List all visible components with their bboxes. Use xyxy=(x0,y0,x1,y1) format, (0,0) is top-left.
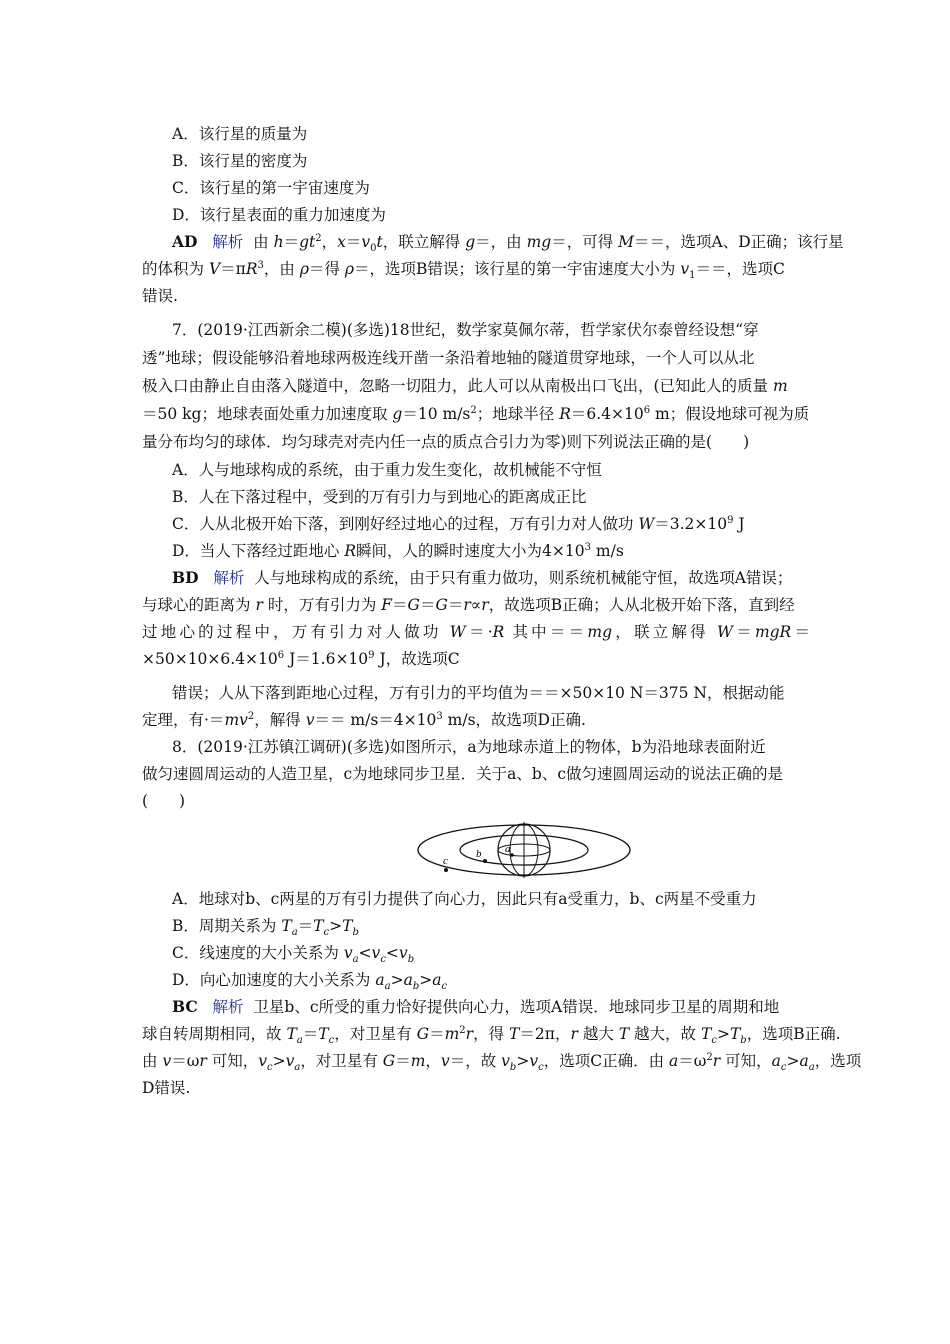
q8-option-b: B．周期关系为 $T_a=T_c>T_b$ xyxy=(172,917,359,939)
q8-explanation-line1: BC 解析 卫星b、c所受的重力恰好提供向心力，选项A错误．地球同步卫星的周期和地 xyxy=(172,997,780,1016)
q7-option-a: A．人与地球构成的系统，由于重力发生变化，故机械能不守恒 xyxy=(172,461,602,479)
q7-explanation-line6: 定理，有$\cdot=mv^2$，解得 $v== m/s=4\times 10^3$ m/s，故选项D正确. xyxy=(142,710,586,729)
q7-explanation-line2: 与球心的距离为 r 时，万有引力为 F＝G＝G＝r∝r，故选项B正确；人从北极开始下落，直到经 xyxy=(142,596,795,614)
q6-explanation-line2: 的体积为 $V=\pi R^3$，由 ρ＝得 ρ＝，选项B错误；该行星的第一宇宙速度大小为 $v_1==$，选项C xyxy=(142,259,785,282)
q7-stem-line1: 7．(2019·江西新余二模)(多选)18世纪，数学家莫佩尔蒂，哲学家伏尔泰曾经设想“穿 xyxy=(172,321,759,339)
q7-explanation-line5: 错误；人从下落到距地心过程，万有引力的平均值为＝＝×50×10 N＝375 N，根据动能 xyxy=(172,684,785,702)
q8-option-d: D．向心加速度的大小关系为 $a_a>a_b>a_c$ xyxy=(172,971,448,993)
q6-option-a: A．该行星的质量为 xyxy=(172,125,308,143)
point-a-marker xyxy=(510,853,514,857)
orbit-diagram xyxy=(416,822,634,878)
q6-explanation-line3: 错误. xyxy=(142,287,178,305)
q8-explanation-label: 解析 xyxy=(212,998,244,1016)
q6-option-b: B．该行星的密度为 xyxy=(172,152,308,170)
q7-option-c: C．人从北极开始下落，到刚好经过地心的过程，万有引力对人做功 $W=3.2\times 10^9$ J xyxy=(172,514,745,533)
q7-explanation-line1: BD 解析 人与地球构成的系统，由于只有重力做功，则系统机械能守恒，故选项A错误； xyxy=(172,568,793,587)
q6-explanation-label: 解析 xyxy=(212,233,244,251)
q8-option-c: C．线速度的大小关系为 $v_a<v_c<v_b$ xyxy=(172,944,415,966)
q7-stem-line2: 透”地球；假设能够沿着地球两极连线开凿一条沿着地轴的隧道贯穿地球，一个人可以从北 xyxy=(142,349,755,367)
q8-explanation-line3: 由 v＝ωr 可知，$v_c>v_a$，对卫星有 G＝m，v＝，故 $v_b>v_c$，选项C正确．由 $a=\omega^2r$ 可知，$a_c>a_a$，选项 xyxy=(142,1051,862,1074)
q6-option-d: D．该行星表面的重力加速度为 xyxy=(172,206,386,224)
q8-stem-line1: 8．(2019·江苏镇江调研)(多选)如图所示，a为地球赤道上的物体，b为沿地球表面附近 xyxy=(172,738,766,756)
q7-explanation-line4: $\times 50\times 10\times 6.4\times 10^6$ $J=1.6\times 10^9$ J，故选项C xyxy=(142,649,460,668)
label-b: b xyxy=(476,848,482,860)
q7-explanation-line3: 过地心的过程中，万有引力对人做功 W＝·R 其中＝＝mg，联立解得 W＝mgR＝ xyxy=(142,623,810,641)
point-c-marker xyxy=(444,868,448,872)
q7-stem-line5: 量分布均匀的球体．均匀球壳对壳内任一点的质点合引力为零)则下列说法正确的是( ) xyxy=(142,433,750,451)
q7-option-b: B．人在下落过程中，受到的万有引力与到地心的距离成正比 xyxy=(172,488,587,506)
q6-explanation-line1: AD 解析 由 $h=gt^2$，$x=v_0t$，联立解得 g＝，由 mg＝，可得 M＝＝，选项A、D正确；该行星 xyxy=(172,232,844,255)
q7-answer: BD xyxy=(172,568,199,587)
q7-explanation-label: 解析 xyxy=(213,569,245,587)
point-b-marker xyxy=(483,859,487,863)
q6-answer: AD xyxy=(172,232,198,251)
q8-stem-line2: 做匀速圆周运动的人造卫星，c为地球同步卫星．关于a、b、c做匀速圆周运动的说法正确的是 xyxy=(142,765,784,783)
q8-explanation-line2: 球自转周期相同，故 $T_a=T_c$，对卫星有 $G=m^2r$，得 T＝2π，r 越大 T 越大，故 $T_c>T_b$，选项B正确. xyxy=(142,1024,841,1047)
q8-stem-line3: ( ) xyxy=(142,792,186,810)
q7-stem-line3: 极入口由静止自由落入隧道中，忽略一切阻力，此人可以从南极出口飞出，(已知此人的质量 m xyxy=(142,377,788,395)
q8-explanation-line4: D错误. xyxy=(142,1079,191,1097)
q6-option-c: C．该行星的第一宇宙速度为 xyxy=(172,179,370,197)
label-c: c xyxy=(443,855,448,867)
q7-stem-line4: ＝50 kg；地球表面处重力加速度取 g＝10 $m/s^2$；地球半径 $R=6.4\times 10^6$ m；假设地球可视为质 xyxy=(142,404,810,423)
label-a: a xyxy=(505,843,511,855)
q8-answer: BC xyxy=(172,997,198,1016)
q8-option-a: A．地球对b、c两星的万有引力提供了向心力，因此只有a受重力，b、c两星不受重力 xyxy=(172,890,757,908)
q7-option-d: D．当人下落经过距地心 R瞬间，人的瞬时速度大小为$4\times 10^3$ m/s xyxy=(172,541,624,560)
